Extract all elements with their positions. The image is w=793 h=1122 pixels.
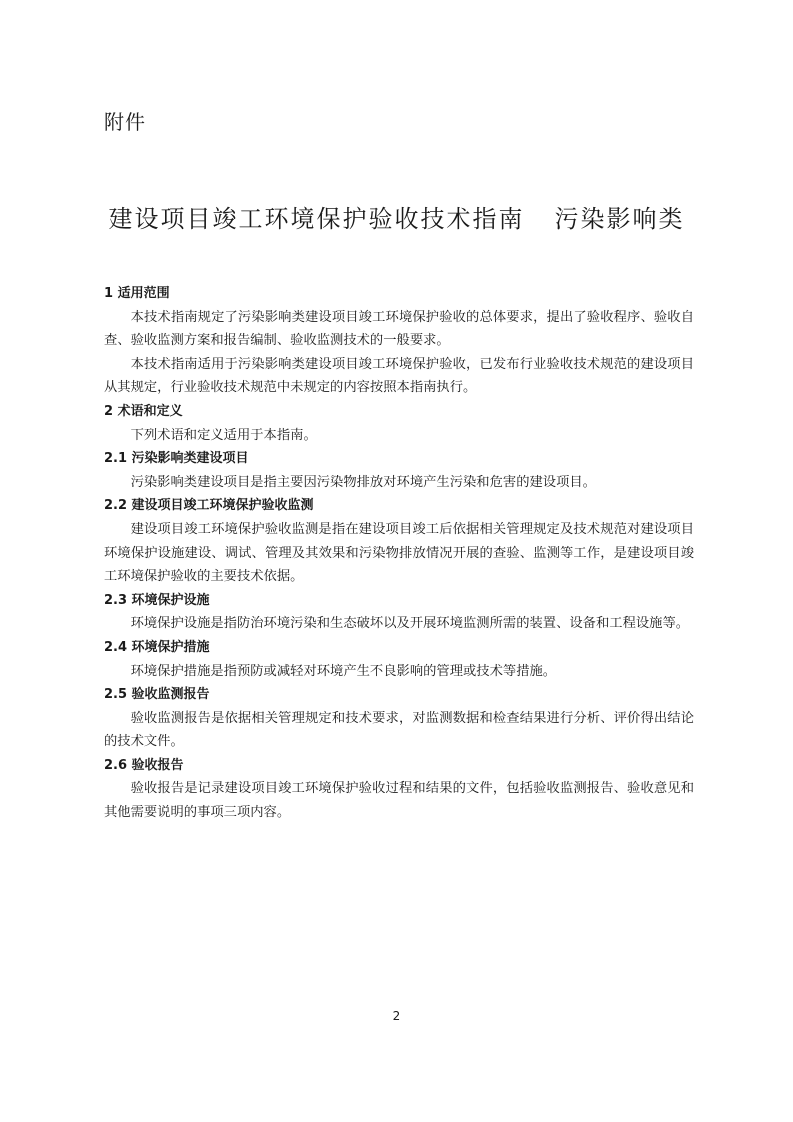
title-sub: 污染影响类 [554,205,685,233]
attachment-label: 附件 [104,110,146,134]
paragraph: 环境保护设施是指防治环境污染和生态破坏以及开展环境监测所需的装置、设备和工程设施等。 [130,616,690,632]
section-heading: 2.3 环境保护设施 [104,592,210,608]
paragraph: 建设项目竣工环境保护验收监测是指在建设项目竣工后依据相关管理规定及技术规范对建设项目环境保护设施建设、调试、管理及其效果和污染物排放情况开展的查验、监测等工作，是建设项目竣工环境保护验收的主要技术依据。 [104,521,694,585]
page-number: 2 [392,1009,401,1023]
paragraph: 本技术指南规定了污染影响类建设项目竣工环境保护验收的总体要求，提出了验收程序、验收自查、验收监测方案和报告编制、验收监测技术的一般要求。 [104,309,694,349]
section-heading: 2.5 验收监测报告 [104,687,210,703]
section-heading: 1 适用范围 [104,286,170,301]
section-heading: 2.4 环境保护措施 [104,639,210,655]
section-heading: 2.1 污染影响类建设项目 [104,451,249,467]
paragraph: 本技术指南适用于污染影响类建设项目竣工环境保护验收，已发布行业验收技术规范的建设项目从其规定，行业验收技术规范中未规定的内容按照本指南执行。 [104,356,694,396]
paragraph: 下列术语和定义适用于本指南。 [130,427,317,443]
paragraph: 验收监测报告是依据相关管理规定和技术要求，对监测数据和检查结果进行分析、评价得出结论的技术文件。 [104,710,694,750]
paragraph: 验收报告是记录建设项目竣工环境保护验收过程和结果的文件，包括验收监测报告、验收意见和其他需要说明的事项三项内容。 [104,781,694,821]
document-title [0,199,793,234]
section-heading: 2.2 建设项目竣工环境保护验收监测 [104,498,314,514]
title-main: 建设项目竣工环境保护验收技术指南 [108,205,525,233]
section-heading: 2.6 验收报告 [104,757,184,773]
section-heading: 2 术语和定义 [104,403,183,419]
paragraph: 环境保护措施是指预防或减轻对环境产生不良影响的管理或技术等措施。 [130,663,557,679]
document-body [104,282,694,825]
paragraph: 污染影响类建设项目是指主要因污染物排放对环境产生污染和危害的建设项目。 [130,474,596,490]
